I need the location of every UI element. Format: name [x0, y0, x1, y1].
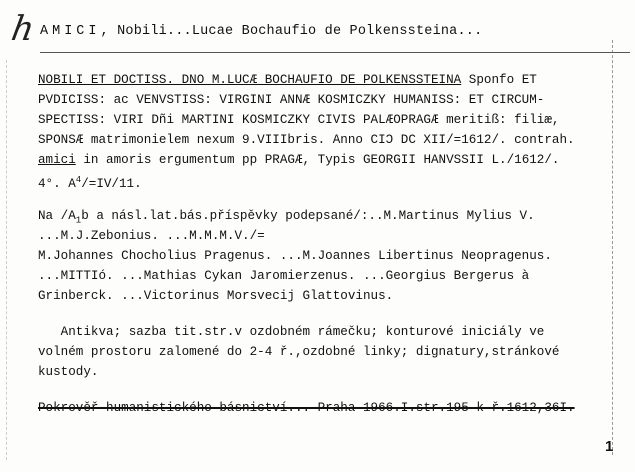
desc-line-3: kustody.	[38, 365, 99, 379]
contrib-1b: b a násl.lat.bás.příspěvky podepsané/:..M.Martinus Mylius V.	[81, 209, 535, 223]
imprint-text: in amoris ergumentum pp PRAGÆ, Typis GEORGII HANVSSII L./1612/.	[75, 153, 560, 167]
spacer	[38, 382, 608, 398]
format-line	[38, 170, 608, 190]
title-line-5	[38, 150, 608, 170]
contrib-line-3: M.Johannes Chocholius Pragenus. ...M.Joannes Libertinus Neopragenus.	[38, 249, 552, 263]
right-margin-rule	[612, 40, 613, 455]
heading-divider	[40, 52, 630, 53]
struck-reference: Pokrověř humanistického básnictví... Praha 1966.I.str.195 k ř.1612,36I.	[38, 401, 575, 415]
desc-line-2: volném prostoru zalomené do 2-4 ř.,ozdobné linky; dignatury,stránkové	[38, 345, 560, 359]
card-body	[38, 70, 608, 418]
title-start: NOBILI ET DOCTISS. DNO M.LUCÆ BOCHAUFIO DE POLKENSSTEINA	[38, 73, 462, 87]
contrib-line-1	[38, 206, 608, 226]
card-heading	[40, 24, 482, 39]
contrib-line-2: ...M.J.Zebonius. ...M.M.M.V./=	[38, 229, 265, 243]
format-text: 4°. A	[38, 177, 76, 192]
desc-line-1: Antikva; sazba tit.str.v ozdobném rámečku; konturové iniciály ve	[38, 325, 545, 339]
format-superscript: 4	[75, 175, 82, 185]
left-edge-rule	[6, 60, 7, 460]
contrib-line-4: ...MITTIó. ...Mathias Cykan Jaromierzenus. ...Georgius Bergerus à	[38, 269, 530, 283]
contrib-1a: Na /A	[38, 209, 76, 223]
title-line-1-end: Sponfo ET	[461, 73, 537, 87]
spacer	[38, 306, 608, 322]
format-signature: /=IV/11.	[81, 177, 142, 192]
handwritten-mark: h	[8, 9, 38, 49]
spacer	[38, 190, 608, 206]
title-line-3: SPECTISS: VIRI Dñi MARTINI KOSMICZKY CIVIS PALÆOPRAGÆ meritiß: filiæ,	[38, 113, 560, 127]
heading-rest: , Nobili...Lucae Bochaufio de Polkenssteina...	[100, 24, 483, 39]
title-line-4: SPONSÆ matrimonielem nexum 9.VIIIbris. Anno CIƆ DC XII/=1612/. contrah.	[38, 133, 575, 147]
title-line-1	[38, 70, 608, 90]
amici-word: amici	[38, 153, 76, 167]
title-line-2: PVDICISS: ac VENVSTISS: VIRGINI ANNÆ KOSMICZKY HUMANISS: ET CIRCUM-	[38, 93, 545, 107]
heading-keyword: AMICI	[40, 24, 101, 39]
contrib-subscript: 1	[75, 215, 82, 226]
contrib-line-5: Grinberck. ...Victorinus Morsvecij Glattovinus.	[38, 289, 394, 303]
page-number: 1	[605, 438, 614, 455]
